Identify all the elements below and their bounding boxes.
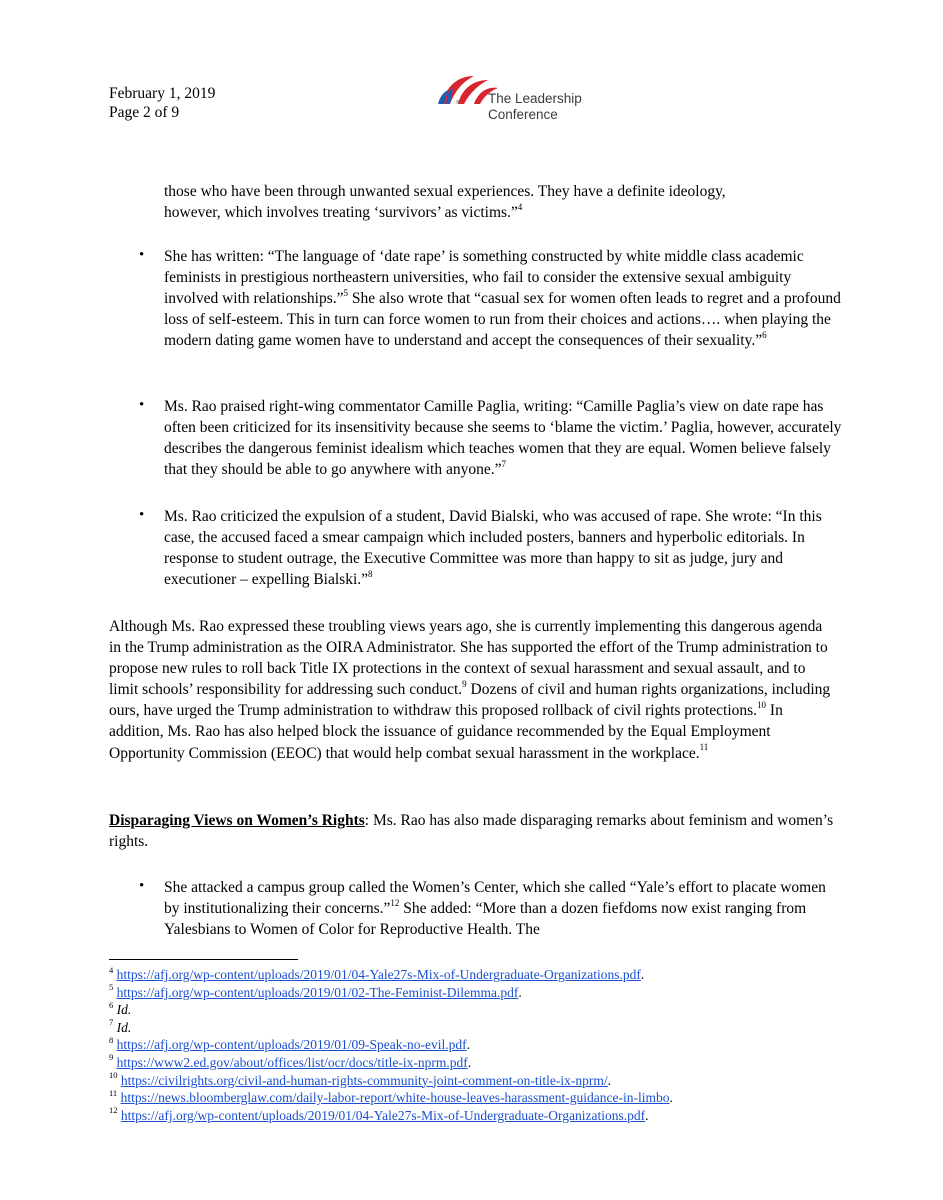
footnote-ref: 5 — [343, 288, 349, 299]
bullet-text: She added: “More than a dozen fiefdoms now exist ranging from Yalesbians to Women of Color for Reproductive Health. The — [164, 900, 807, 939]
leadership-conference-logo — [436, 70, 596, 130]
footnote-ref: 10 — [757, 700, 767, 711]
bullet-text: She also wrote that “casual sex for women often leads to regret and a profound loss of self-esteem. This in turn can force women to run from their choices and actions…. when playing the modern dating game women have to understand and accept the consequences of their sexuality.” — [164, 290, 841, 350]
bullet-item-date-rape — [164, 246, 849, 351]
org-name-line2: Conference — [488, 107, 558, 122]
section-heading: Disparaging Views on Women’s Rights — [109, 812, 365, 829]
footnote-number: 11 — [109, 1087, 118, 1098]
footnote-11: $^{11}$ https://news.bloomberglaw.com/daily-labor-report/white-house-leaves-harassment-guidance-in-limbo. — [109, 1087, 673, 1106]
continued-line2: however, which involves treating ‘survivors’ as victims.” — [164, 204, 518, 222]
footnote-link[interactable]: https://civilrights.org/civil-and-human-rights-community-joint-comment-on-title-ix-nprm/ — [120, 1072, 608, 1088]
footnote-ref: 7 — [501, 459, 506, 470]
org-name — [488, 91, 582, 123]
footnote-text: Id. — [116, 1002, 132, 1018]
footnote-link[interactable]: https://news.bloomberglaw.com/daily-labor-report/white-house-leaves-harassment-guidance-in-limbo — [120, 1090, 670, 1106]
footnote-link[interactable]: https://afj.org/wp-content/uploads/2019/01/09-Speak-no-evil.pdf — [116, 1037, 467, 1053]
bullet-item-paglia — [164, 396, 852, 480]
page-number: Page 2 of 9 — [109, 104, 180, 121]
registered-mark: ® — [456, 100, 460, 106]
bullet-glyph: • — [139, 397, 145, 413]
footnote-7 — [109, 1019, 829, 1037]
footnote-6 — [109, 1001, 829, 1019]
bullet-glyph: • — [139, 878, 145, 894]
footnote-number: 4 — [109, 964, 114, 975]
bullet-text: She attacked a campus group called the Women’s Center, which she called “Yale’s effort to placate women by institutionalizing their concerns.” — [164, 879, 826, 918]
bullet-glyph: • — [139, 247, 145, 263]
bullet-text: Ms. Rao criticized the expulsion of a student, David Bialski, who was accused of rape. She wrote: “In this case, the accused faced a smear campaign which included posters, banners and hyperbolic editorials. In response to student outrage, the Executive Committee was more than happy to sit as judge, jury and executioner – expelling Bialski.” — [164, 508, 822, 589]
footnote-12: $^{12}$ https://afj.org/wp-content/uploads/2019/01/04-Yale27s-Mix-of-Undergraduate-Organizations.pdf. — [109, 1105, 649, 1123]
footnotes — [109, 966, 829, 1124]
footnote-ref: 9 — [462, 679, 467, 690]
org-name-line1: The Leadership — [488, 91, 582, 106]
paragraph-text: Dozens of civil and human rights organizations, including ours, have urged the Trump administration to withdraw this proposed rollback of civil rights protections. — [109, 681, 831, 720]
body-paragraph — [109, 616, 836, 764]
footnote-number: 12 — [109, 1105, 118, 1116]
paragraph-text: In addition, Ms. Rao has also helped block the issuance of guidance recommended by the Equal Employment Opportunity Commission (EEOC) that would help combat sexual harassment in the workplace. — [109, 702, 783, 762]
footnote-ref: 12 — [390, 897, 400, 908]
footnote-ref: 6 — [762, 330, 767, 341]
footnote-ref: 11 — [699, 742, 709, 753]
footnote-9: $^9$ https://www2.ed.gov/about/offices/list/ocr/docs/title-ix-nprm.pdf. — [109, 1052, 472, 1070]
footnote-number: 6 — [109, 999, 114, 1010]
footnote-number: 9 — [109, 1052, 114, 1063]
footnote-number: 5 — [109, 982, 114, 993]
bullet-item-bialski — [164, 506, 840, 590]
continued-quote — [164, 181, 844, 223]
footnote-ref: 4 — [517, 201, 523, 212]
footnote-link[interactable]: https://afj.org/wp-content/uploads/2019/01/02-The-Feminist-Dilemma.pdf — [116, 984, 519, 1000]
footnote-text: Id. — [116, 1019, 132, 1035]
letter-header — [109, 84, 215, 122]
bullet-item-womens-center — [164, 877, 844, 940]
footnote-ref: 8 — [368, 569, 373, 580]
footnote-divider — [109, 959, 298, 960]
footnote-8: $^8$ https://afj.org/wp-content/uploads/2019/01/09-Speak-no-evil.pdf. — [109, 1034, 470, 1053]
footnote-link[interactable]: https://afj.org/wp-content/uploads/2019/01/04-Yale27s-Mix-of-Undergraduate-Organizations.pdf — [120, 1107, 646, 1123]
bullet-text: Ms. Rao praised right-wing commentator Camille Paglia, writing: “Camille Paglia’s view on date rape has often been criticized for its insensitivity because she seems to ‘blame the victim.’ Paglia, however, accurately describes the dangerous feminist idealism which teaches women that they are equal. Women believe falsely that they should be able to go anywhere with anyone.” — [164, 398, 842, 479]
footnote-5: $^5$ https://afj.org/wp-content/uploads/2019/01/02-The-Feminist-Dilemma.pdf. — [109, 982, 522, 1000]
section-text: : Ms. Rao has also made disparaging remarks about feminism and women’s rights. — [109, 812, 834, 851]
bullet-text: She has written: “The language of ‘date rape’ is something constructed by white middle class academic feminists in prestigious northeastern universities, who fail to consider the extensive sexual ambiguity involved with relationships.” — [164, 248, 804, 308]
footnote-link[interactable]: https://afj.org/wp-content/uploads/2019/01/04-Yale27s-Mix-of-Undergraduate-Organizations.pdf — [116, 967, 641, 982]
section-paragraph — [109, 810, 844, 852]
footnote-link[interactable]: https://www2.ed.gov/about/offices/list/ocr/docs/title-ix-nprm.pdf — [116, 1054, 468, 1070]
footnote-number: 7 — [109, 1017, 114, 1028]
footnote-4: $^4$ https://afj.org/wp-content/uploads/2019/01/04-Yale27s-Mix-of-Undergraduate-Organizations.pdf. — [109, 964, 645, 982]
letter-date: February 1, 2019 — [109, 85, 216, 102]
footnote-number: 8 — [109, 1034, 114, 1045]
paragraph-text: Although Ms. Rao expressed these troubling views years ago, she is currently implementing this dangerous agenda in the Trump administration as the OIRA Administrator. She has supported the effort of the Trump administration to propose new rules to roll back Title IX protections in the context of sexual harassment and sexual assault, and to limit schools’ responsibility for addressing such conduct. — [109, 618, 828, 699]
bullet-glyph: • — [139, 507, 145, 523]
footnote-number: 10 — [109, 1070, 118, 1081]
continued-line1: those who have been through unwanted sexual experiences. They have a definite ideology, — [164, 183, 726, 200]
footnote-10: $^{10}$ https://civilrights.org/civil-and-human-rights-community-joint-comment-on-title-ix-nprm/. — [109, 1070, 612, 1088]
